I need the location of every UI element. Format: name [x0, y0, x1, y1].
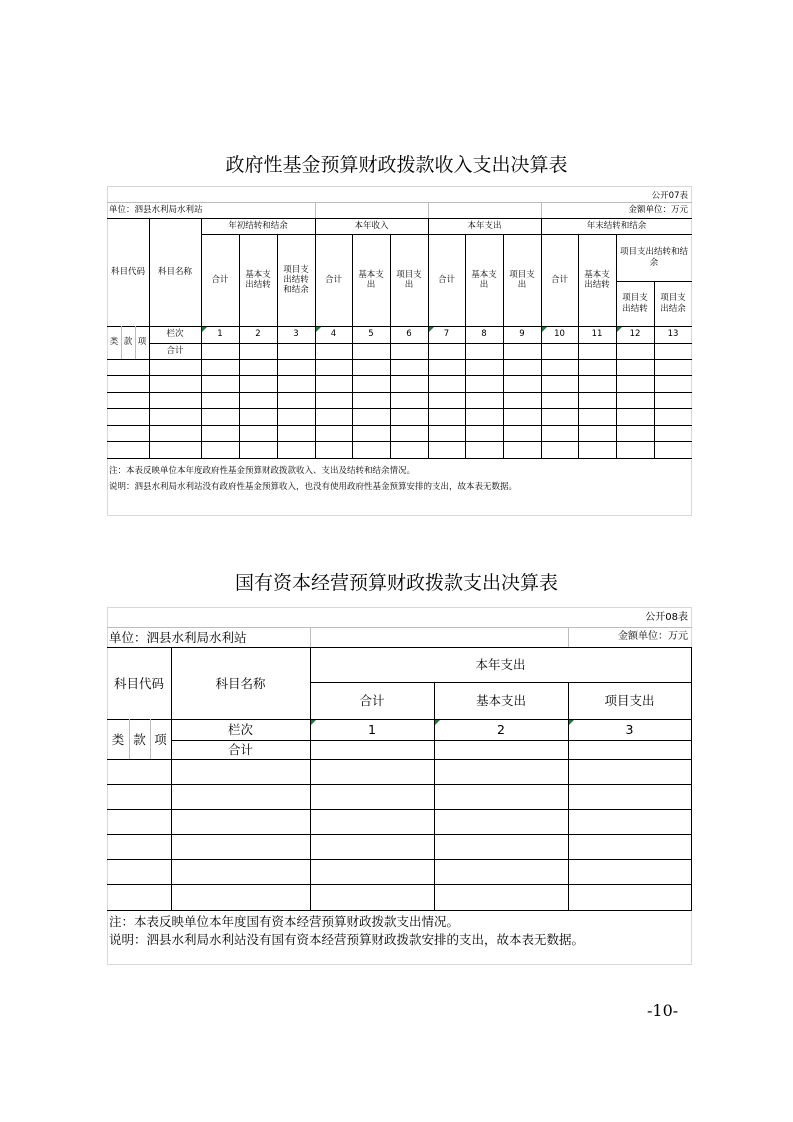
table1-col-project-carry: 项目支出结转 — [622, 293, 648, 314]
table1-col-total-2: 合计 — [324, 274, 342, 285]
table1-colno: 9 — [519, 329, 525, 340]
table1-colno: 6 — [406, 329, 412, 340]
table1-colno: 13 — [667, 329, 679, 340]
table1-expense-group-header: 本年支出 — [467, 220, 502, 231]
table2-colno: 1 — [368, 722, 376, 737]
table2-col-total: 合计 — [359, 693, 385, 708]
table2-colno: 3 — [625, 722, 634, 737]
table2-code: 公开08表 — [645, 612, 688, 623]
table1-colno: 10 — [554, 329, 565, 340]
table1-column-no-label: 栏次 — [166, 329, 184, 340]
table1-colno: 2 — [255, 329, 261, 340]
table2-subject-code-header: 科目代码 — [113, 675, 164, 691]
table2-kuan: 款 — [133, 731, 146, 747]
table2-title: 国有资本经营预算财政拨款支出决算表 — [234, 572, 558, 594]
table2-col-basic-exp: 基本支出 — [475, 693, 526, 708]
table2-explanation: 说明：泗县水利局水利站没有国有资本经营预算财政拨款安排的支出，故本表无数据。 — [109, 932, 585, 947]
table1-xiang: 项 — [137, 337, 147, 348]
table1-col-basic-exp-1: 基本支出 — [358, 269, 384, 290]
table1-col-project-exp-2: 项目支出 — [509, 269, 535, 290]
table2-note: 注：本表反映单位本年度国有资本经营预算财政拨款支出情况。 — [109, 914, 460, 929]
table1-col-basic-carry-1: 基本支出结转 — [245, 269, 271, 290]
table2-col-project-exp: 项目支出 — [604, 693, 655, 708]
table1-col-basic-exp-2: 基本支出 — [471, 269, 497, 290]
table1-colno: 4 — [330, 329, 337, 340]
table1-end-group-header: 年末结转和结余 — [586, 220, 647, 231]
table1-col-project-surplus: 项目支出结余 — [660, 293, 686, 314]
table1-begin-group-header: 年初结转和结余 — [228, 220, 288, 231]
table2-lei: 类 — [111, 731, 125, 747]
page-number: -10- — [647, 1001, 679, 1020]
table1-note: 注：本表反映单位本年度政府性基金预算财政拨款收入、支出及结转和结余情况。 — [109, 466, 416, 476]
table1-end-project-group-header: 项目支出结转和结余 — [620, 247, 689, 268]
table1-colno: 3 — [293, 329, 299, 340]
table1-income-group-header: 本年收入 — [354, 220, 389, 231]
cell-marker-icon — [569, 720, 574, 725]
table1-amount-unit: 金额单位：万元 — [628, 204, 688, 215]
table1-colno: 11 — [591, 329, 603, 340]
table2-amount-unit: 金额单位：万元 — [618, 631, 688, 642]
table2-subject-name-header: 科目名称 — [215, 675, 266, 691]
table2-colno: 2 — [497, 722, 505, 737]
table1-lei: 类 — [109, 337, 119, 348]
table1-col-total-3: 合计 — [437, 274, 455, 285]
cell-marker-icon — [435, 720, 440, 725]
table1-subject-code-header: 科目代码 — [110, 266, 145, 277]
cell-marker-icon — [542, 327, 547, 332]
cell-marker-icon — [617, 327, 622, 332]
cell-marker-icon — [311, 720, 316, 725]
table1-title: 政府性基金预算财政拨款收入支出决算表 — [225, 154, 568, 176]
table2-unit: 单位：泗县水利局水利站 — [109, 629, 247, 645]
table1-kuan: 款 — [123, 337, 133, 348]
table1-col-total-1: 合计 — [211, 274, 229, 285]
table1-colno: 8 — [481, 329, 487, 340]
cell-marker-icon — [202, 327, 207, 332]
cell-marker-icon — [429, 327, 434, 332]
table1-unit: 单位：泗县水利局水利站 — [109, 204, 203, 215]
table1-col-total-4: 合计 — [550, 274, 568, 285]
table2-expense-group-header: 本年支出 — [475, 657, 526, 672]
table1-col-project-exp-1: 项目支出 — [396, 269, 422, 290]
table1-colno: 12 — [629, 329, 641, 340]
table1-colno: 1 — [217, 329, 223, 340]
cell-marker-icon — [316, 327, 321, 332]
table1-col-project-carry-surplus: 项目支出结转和结余 — [283, 264, 309, 296]
table1-subject-name-header: 科目名称 — [157, 266, 192, 277]
table2-xiang: 项 — [154, 731, 167, 747]
table1-sum-row-label: 合计 — [166, 345, 184, 356]
table1-explanation: 说明：泗县水利局水利站没有政府性基金预算收入，也没有使用政府性基金预算安排的支出，故本表无数据。 — [109, 482, 518, 492]
table1-colno: 5 — [368, 329, 374, 340]
table1-col-basic-carry-2: 基本支出结转 — [584, 269, 610, 290]
table1-colno: 7 — [443, 329, 450, 340]
table2-column-no-label: 栏次 — [227, 722, 253, 737]
table2-sum-row-label: 合计 — [227, 742, 253, 757]
table1-code: 公开07表 — [651, 190, 688, 201]
